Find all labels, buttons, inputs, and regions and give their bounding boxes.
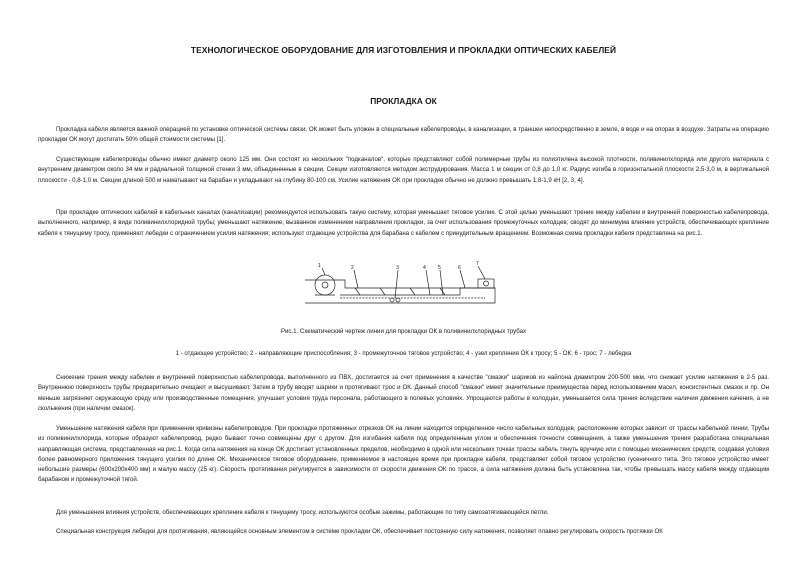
figure-label-7: 7 [476, 261, 479, 267]
ground-line [305, 280, 495, 288]
paragraph-5: Уменьшение натяжения кабеля при применении кривизны кабелепроводов. При прокладке протяженных отрезков ОК на линии находится определенное число кабельных колодцев, расположение которых зависит от трассы кабельной линии. Трубы из поливинилхлорида, которые образуют кабелепровод, редко бывают точно совмещены друг с другом. Для изгибания кабеля под определенным углом и обеспечения точности совмещения, а также уменьшения трения разработана специальная направляющая система, представленная на рис.1. Когда сила натяжения на конце ОК достигает установленных пределов, необходимо в одной или нескольких точках трассы кабель тянуть вручную или с помощью механических средств, создавая условия более равномерного приложения тянущего усилия по длине ОК. Механическое тяговое оборудование, применяемое в настоящее время при прокладке кабеля, представляет собой тяговое устройство гусеничного типа. Это тяговое устройство имеет небольшие размеры (600х200х400 мм) и малую массу (25 кг). Скорость протягивания регулируется в зависимости от скорости движения ОК по трассе, а сила натяжения должна быть установлена так, чтобы превышать массу кабеля между отдающим барабаном и промежуточной тягой. [38, 425, 769, 484]
figure-label-6: 6 [458, 265, 461, 271]
document-title: ТЕХНОЛОГИЧЕСКОЕ ОБОРУДОВАНИЕ ДЛЯ ИЗГОТОВЛЕНИЯ И ПРОКЛАДКИ ОПТИЧЕСКИХ КАБЕЛЕЙ [190, 45, 617, 55]
figure-caption: Рис.1. Схематический чертеж линии для прокладки ОК в поливинилхлоридных трубах [280, 328, 527, 335]
figure-legend: 1 - отдающее устройство; 2 - направляющие приспособления; 3 - промежуточное тяговое устройство; 4 - узел крепления ОК к тросу; 5 - ОК; 6 - трос; 7 - лебедка [175, 350, 632, 357]
figure-label-3: 3 [396, 265, 399, 271]
paragraph-3: При прокладке оптических кабелей в кабельных каналах (канализации) рекомендуется использовать такую систему, которая уменьшает тяговое усилие. С этой целью уменьшают трение между кабелем и внутренней поверхностью кабелепровода, выполненного, например, в виде поливинилхлоридной трубы; уменьшают натяжение, вызванное изменением направления прокладки, за счет использования промежуточных колодцев; сводят до минимума влияние устройств, обеспечивающих крепление кабеля к тянущему тросу, применяют лебедки с ограничением усилия натяжения; используют отдающие устройства для барабана с кабелем с принудительным вращением. Возможная схема прокладки кабеля представлена на рис.1. [38, 209, 769, 237]
paragraph-1: Прокладка кабеля является важной операцией по установке оптической системы связи. ОК может быть уложен в специальные кабелепроводы, в канализации, в траншеи непосредственно в земле, в воде и на опорах в воздухе. Затраты на операцию прокладки ОК могут достигать 50% общей стоимости системы [1]. [38, 126, 769, 144]
paragraph-4: Снижение трения между кабелем и внутренней поверхностью кабелепровода, выполненного из ПВХ, достигается за счет применения в качестве "смазки" шариков из найлона диаметром 200-500 мкм, что снижает усилие натяжения в 2-5 раз. Внутреннюю поверхность трубы предварительно очищают и высушивают. Затем в трубу вводят шарики и протягивают трос и ОК. Данный способ "смазки" имеет значительные преимущества перед использованием масел, консистентных смазок и пр. Он меньше загрязняет окружающую среду или производственные помещения, улучшает условия труда персонала, работающего в полевых условиях. Упрощаются работы в колодцах, уменьшается сила трения вследствие наличия движения качения, а не скольжения (при наличии смазок). [38, 374, 769, 412]
section-title: ПРОКЛАДКА ОК [370, 96, 437, 106]
figure-label-2: 2 [351, 265, 354, 271]
cable-laying-diagram [300, 258, 505, 318]
winch-shape [478, 279, 494, 288]
paragraph-2: Существующие кабелепроводы обычно имеют диаметр около 125 мм. Они состоят из нескольких "подканалов", которые представляют собой полимерные трубы из полиэтилена высокой плотности, поливинилхлорида или другого материала с внутренним диаметром около 34 мм и радиальной толщиной стенки 3 мм, объединенные в секции. Секции изготовляются методом экструдирования. Масса 1 м секции от 0,8 до 1,0 кг. Радиус изгиба в горизонтальной плоскости 2,5-3,0 м, в вертикальной плоскости - 0,8-1,0 м. Секции длиной 500 м наматывают на барабан и укладывают на глубину 80-100 см. Усилие натяжения ОК при прокладке обычно не должно превышать 1,8-1,9 кН [2, 3, 4]. [38, 156, 769, 184]
paragraph-6: Для уменьшения влияния устройств, обеспечивающих крепление кабеля к тянущему тросу, используются особые зажимы, работающие по типу самозатягивающейся петли. [56, 509, 549, 516]
payout-drum-shape [315, 275, 335, 295]
figure-label-1: 1 [318, 263, 321, 269]
figure-label-5: 5 [438, 265, 441, 271]
paragraph-7: Специальная конструкция лебедки для протягивания, являющейся основным элементом в системе прокладки ОК, обеспечивает постоянную силу натяжения, позволяет плавно регулировать скорость протяжки ОК [56, 528, 663, 535]
guide-roller-shape [390, 298, 394, 302]
figure-label-4: 4 [423, 265, 426, 271]
